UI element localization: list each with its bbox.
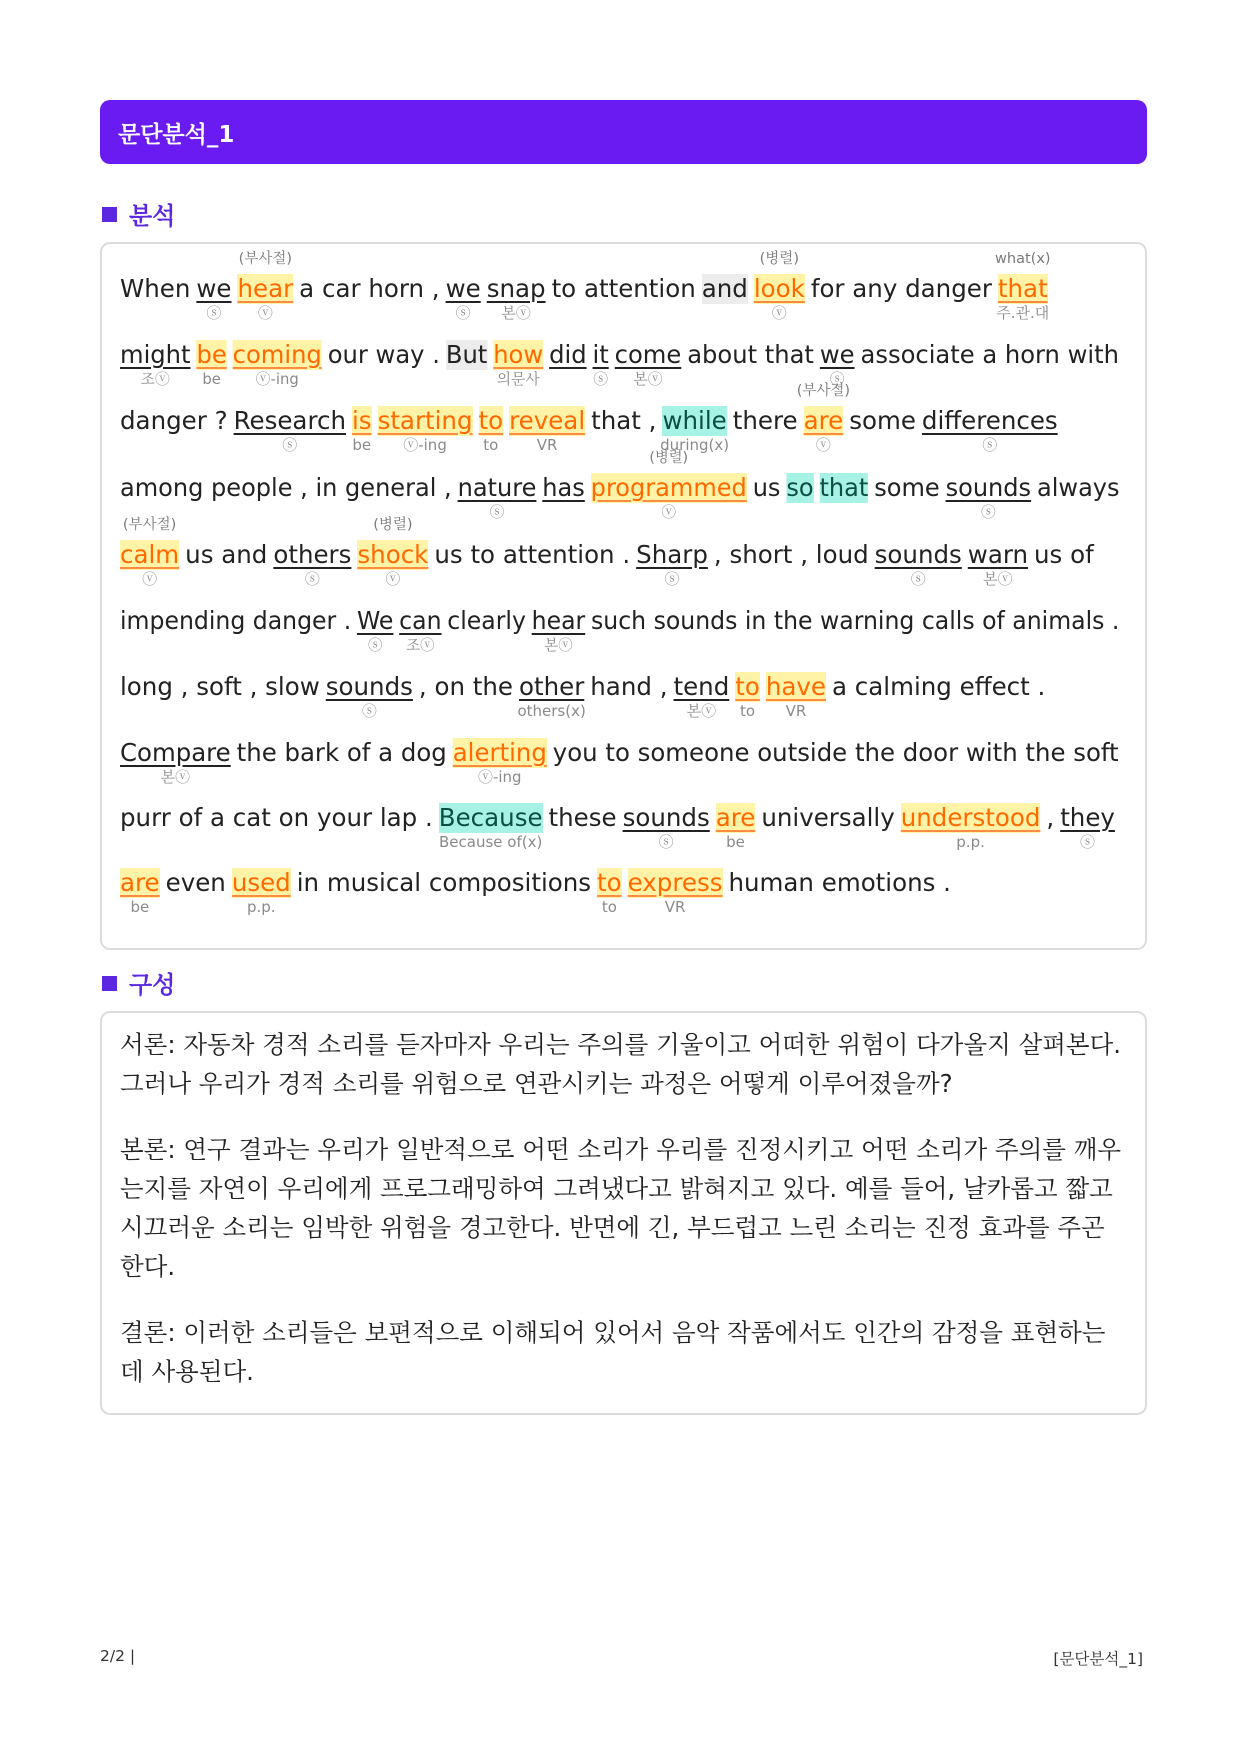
token-annotation-below: VR	[664, 898, 686, 916]
analysis-token	[325, 672, 413, 720]
analysis-token	[120, 672, 320, 702]
analysis-line	[120, 251, 1054, 338]
token-text: sounds	[622, 803, 710, 832]
token-text: they	[1060, 803, 1115, 832]
token-annotation-above: (부사절)	[238, 251, 292, 267]
analysis-token	[702, 274, 748, 304]
analysis-token	[597, 868, 622, 916]
token-text: look	[753, 274, 805, 303]
token-annotation-below: p.p.	[246, 898, 276, 916]
summary-intro: 서론: 자동차 경적 소리를 듣자마자 우리는 주의를 기울이고 어떠한 위험이 다가올지 살펴본다. 그러나 우리가 경적 소리를 위험으로 연관시키는 과정은 어떻게 이루어졌을까?	[120, 1030, 1122, 1098]
analysis-token	[945, 473, 1032, 521]
token-text: a calming effect .	[831, 672, 1046, 701]
summary-body: 본론: 연구 결과는 우리가 일반적으로 어떤 소리가 우리를 진정시키고 어떤 소리가 주의를 깨우는지를 자연이 우리에게 프로그래밍하여 그려냈다고 밝혀지고 있다. 예를 들어, 날카롭고 짧고 시끄러운 소리는 임박한 위험을 경고한다. 반면에 긴, 부드럽고 느린 소리는 진정 효과를 주곤 한다.	[120, 1135, 1122, 1281]
analysis-token	[729, 868, 951, 898]
token-annotation-below: ⓢ	[455, 304, 471, 322]
token-text: how	[493, 340, 544, 369]
token-annotation-below: 본ⓥ	[501, 304, 531, 322]
token-text: , short , loud	[713, 540, 869, 569]
page-header-bar	[100, 100, 1147, 164]
analysis-token	[967, 540, 1029, 588]
token-text: in musical compositions	[296, 868, 592, 897]
token-text: used	[231, 868, 291, 897]
token-text: we	[445, 274, 481, 303]
token-text: programmed	[590, 473, 747, 502]
token-text: are	[715, 803, 756, 832]
token-text: Because	[438, 803, 543, 832]
token-text: understood	[900, 803, 1041, 832]
analysis-token	[591, 606, 1119, 636]
summary-box	[100, 1011, 1147, 1415]
analysis-token	[796, 383, 851, 454]
analysis-token	[714, 540, 869, 570]
analysis-token	[120, 406, 228, 436]
analysis-token	[351, 406, 372, 454]
token-annotation-below: ⓥ	[815, 436, 831, 454]
analysis-section-title: 분석	[102, 196, 175, 231]
token-annotation-below: ⓢ	[658, 833, 674, 851]
analysis-token	[120, 473, 452, 503]
token-annotation-below: 본ⓥ	[983, 570, 1013, 588]
token-text: such sounds in the warning calls of animals .	[591, 606, 1120, 635]
token-text: there	[732, 406, 798, 435]
analysis-token	[552, 274, 696, 304]
analysis-token	[509, 406, 586, 454]
analysis-token	[419, 672, 513, 702]
token-text: can	[399, 606, 442, 635]
token-text: sounds	[874, 540, 962, 569]
token-text: to	[478, 406, 504, 435]
analysis-token	[120, 274, 190, 304]
token-text: ,	[1046, 803, 1055, 832]
analysis-token	[1046, 803, 1054, 833]
analysis-token	[735, 672, 760, 720]
token-text: we	[196, 274, 232, 303]
token-text: be	[196, 340, 227, 369]
analysis-line	[120, 606, 1125, 670]
analysis-token	[811, 274, 992, 304]
analysis-token	[328, 340, 440, 370]
token-annotation-below: ⓢ	[1080, 833, 1096, 851]
token-text: so	[786, 473, 814, 502]
token-annotation-below: be	[352, 436, 372, 454]
token-annotation-below: others(x)	[517, 702, 586, 720]
token-text: to	[735, 672, 760, 701]
token-annotation-below: during(x)	[660, 436, 730, 454]
analysis-token	[434, 540, 630, 570]
analysis-token	[233, 406, 346, 454]
summary-conclusion: 결론: 이러한 소리들은 보편적으로 이해되어 있어서 음악 작품에서도 인간의 감정을 표현하는 데 사용된다.	[120, 1318, 1106, 1386]
analysis-token	[1034, 540, 1094, 570]
token-annotation-below: to	[601, 898, 617, 916]
token-text: , on the	[418, 672, 513, 701]
page-title: 문단분석_1	[118, 122, 235, 148]
analysis-token	[399, 606, 442, 654]
token-text: tend	[673, 672, 730, 701]
analysis-token	[592, 340, 609, 388]
token-text: But	[445, 340, 488, 369]
token-text: these	[548, 803, 617, 832]
token-text: nature	[457, 473, 537, 502]
token-text: warn	[967, 540, 1029, 569]
analysis-token	[120, 868, 160, 916]
token-annotation-above: (병렬)	[759, 251, 799, 267]
analysis-line	[120, 383, 1064, 470]
analysis-token	[486, 274, 546, 322]
analysis-token	[452, 738, 547, 786]
token-annotation-below: ⓢ	[910, 570, 926, 588]
analysis-token	[357, 517, 429, 588]
analysis-token	[542, 473, 585, 503]
token-annotation-below: ⓥ	[771, 304, 787, 322]
analysis-token	[196, 274, 232, 322]
token-text: might	[120, 340, 191, 369]
analysis-token	[196, 340, 227, 388]
token-text: hear	[531, 606, 586, 635]
token-text: that	[997, 274, 1048, 303]
analysis-token	[493, 340, 544, 388]
token-text: alerting	[452, 738, 547, 767]
token-text: Sharp	[636, 540, 708, 569]
token-text: calm	[120, 540, 180, 569]
token-annotation-below: 본ⓥ	[633, 370, 663, 388]
token-text: always	[1036, 473, 1120, 502]
analysis-box	[100, 242, 1147, 950]
token-text: sounds	[325, 672, 413, 701]
analysis-token	[120, 738, 231, 786]
token-text: it	[592, 340, 609, 369]
token-annotation-below: ⓥ	[385, 570, 401, 588]
analysis-line	[120, 738, 1125, 802]
token-text: others	[273, 540, 352, 569]
analysis-token	[995, 251, 1051, 322]
token-text: are	[803, 406, 844, 435]
token-annotation-below: ⓢ	[361, 702, 377, 720]
token-text: our way .	[327, 340, 440, 369]
token-text: danger ?	[120, 406, 228, 435]
token-annotation-below: ⓢ	[980, 503, 996, 521]
analysis-token	[753, 251, 805, 322]
token-text: did	[549, 340, 587, 369]
token-text: clearly	[447, 606, 526, 635]
token-annotation-below: be	[130, 898, 150, 916]
analysis-token	[478, 406, 504, 454]
token-text: We	[356, 606, 394, 635]
token-text: for any danger	[810, 274, 992, 303]
analysis-token	[166, 868, 226, 898]
token-text: hear	[237, 274, 294, 303]
analysis-token	[446, 340, 487, 370]
analysis-token	[549, 803, 617, 833]
analysis-token	[861, 340, 1119, 370]
token-text: other	[519, 672, 585, 701]
token-annotation-below: be	[202, 370, 221, 388]
token-annotation-below: ⓢ	[982, 436, 998, 454]
analysis-token	[761, 803, 894, 833]
analysis-token	[231, 868, 291, 916]
analysis-token	[120, 803, 433, 833]
token-text: you to someone outside the door with the soft	[552, 738, 1119, 767]
token-text: and	[701, 274, 748, 303]
square-bullet-icon	[102, 207, 117, 222]
token-text: us and	[185, 540, 268, 569]
analysis-token	[591, 406, 656, 436]
token-text: us	[752, 473, 781, 502]
analysis-token	[1037, 473, 1120, 503]
token-text: has	[542, 473, 585, 502]
token-text: coming	[232, 340, 322, 369]
analysis-token	[786, 473, 813, 503]
token-annotation-below: ⓢ	[282, 436, 298, 454]
analysis-token	[377, 406, 473, 454]
token-annotation-above: (부사절)	[122, 517, 177, 533]
token-annotation-above: (병렬)	[373, 517, 413, 533]
analysis-line	[120, 517, 1100, 604]
token-text: impending danger .	[120, 606, 352, 635]
token-text: reveal	[509, 406, 586, 435]
analysis-line	[120, 450, 1125, 537]
analysis-token	[237, 738, 447, 768]
structure-section-title: 구성	[102, 965, 175, 1000]
analysis-token	[299, 274, 439, 304]
footer-page-number: 2/2 |	[100, 1647, 136, 1665]
token-annotation-below: ⓢ	[367, 636, 383, 654]
token-annotation-below: to	[740, 702, 756, 720]
token-annotation-below: be	[726, 833, 745, 851]
token-annotation-below: VR	[785, 702, 807, 720]
square-bullet-icon	[102, 976, 117, 991]
token-annotation-above: (부사절)	[796, 383, 851, 399]
analysis-token	[232, 340, 322, 388]
token-text: to attention	[551, 274, 696, 303]
token-text: universally	[761, 803, 895, 832]
analysis-token	[627, 868, 723, 916]
token-text: Research	[233, 406, 346, 435]
analysis-token	[445, 274, 481, 322]
analysis-token	[765, 672, 826, 720]
token-text: some	[874, 473, 940, 502]
token-text: is	[351, 406, 372, 435]
token-text: are	[120, 868, 160, 897]
token-annotation-below: 본ⓥ	[544, 636, 573, 654]
analysis-token	[622, 803, 710, 851]
token-text: we	[819, 340, 855, 369]
token-annotation-below: ⓢ	[593, 370, 609, 388]
token-text: When	[120, 274, 191, 303]
analysis-token	[185, 540, 267, 570]
analysis-token	[457, 473, 537, 521]
analysis-line	[120, 803, 1121, 867]
token-text: express	[627, 868, 723, 897]
analysis-line	[120, 672, 1051, 736]
token-annotation-below: ⓢ	[304, 570, 320, 588]
analysis-token	[673, 672, 730, 720]
token-annotation-above: what(x)	[995, 251, 1051, 267]
token-annotation-below: ⓢ	[664, 570, 680, 588]
analysis-token	[120, 606, 351, 636]
token-text: some	[849, 406, 916, 435]
token-annotation-below: ⓥ-ing	[478, 768, 522, 786]
token-annotation-below: ⓥ-ing	[403, 436, 447, 454]
analysis-token	[517, 672, 586, 720]
token-text: have	[765, 672, 826, 701]
token-text: among people , in general ,	[120, 473, 452, 502]
token-annotation-below: VR	[536, 436, 558, 454]
token-text: starting	[377, 406, 473, 435]
token-annotation-below: Because of(x)	[438, 833, 543, 851]
analysis-token	[874, 473, 939, 503]
token-text: Compare	[120, 738, 231, 767]
analysis-token	[120, 340, 191, 388]
analysis-token	[849, 406, 916, 436]
analysis-token	[687, 340, 814, 370]
analysis-token	[447, 606, 526, 636]
token-text: us to attention .	[434, 540, 631, 569]
token-annotation-below: ⓢ	[489, 503, 505, 521]
analysis-token	[553, 738, 1119, 768]
token-text: purr of a cat on your lap .	[120, 803, 433, 832]
token-text: associate a horn with	[860, 340, 1119, 369]
footer-label: [문단분석_1]	[1053, 1650, 1143, 1668]
token-annotation-above: (병렬)	[649, 450, 689, 466]
token-annotation-below: 조ⓥ	[140, 370, 170, 388]
analysis-token	[531, 606, 586, 654]
analysis-line	[120, 340, 1125, 404]
analysis-token	[356, 606, 394, 654]
token-text: about that	[687, 340, 814, 369]
token-text: us of	[1034, 540, 1094, 569]
analysis-token	[590, 450, 747, 521]
analysis-token	[874, 540, 962, 588]
analysis-token	[921, 406, 1058, 454]
analysis-token	[660, 406, 730, 454]
token-text: come	[614, 340, 682, 369]
analysis-token	[753, 473, 781, 503]
analysis-token	[614, 340, 682, 388]
token-text: snap	[486, 274, 546, 303]
token-text: while	[662, 406, 727, 435]
token-annotation-below: p.p.	[956, 833, 985, 851]
token-text: human emotions .	[728, 868, 951, 897]
token-annotation-below: 주.관.대	[996, 304, 1050, 322]
token-text: a car horn ,	[299, 274, 440, 303]
analysis-token	[590, 672, 667, 702]
token-text: shock	[357, 540, 429, 569]
token-text: the bark of a dog	[236, 738, 447, 767]
token-annotation-below: ⓢ	[206, 304, 222, 322]
token-text: even	[165, 868, 226, 897]
analysis-token	[900, 803, 1041, 851]
token-annotation-below: ⓥ-ing	[255, 370, 299, 388]
token-text: that ,	[591, 406, 657, 435]
token-annotation-below: 조ⓥ	[406, 636, 435, 654]
analysis-token	[297, 868, 591, 898]
token-text: long , soft , slow	[120, 672, 320, 701]
token-annotation-below: 의문사	[496, 370, 540, 388]
token-annotation-below: 본ⓥ	[160, 768, 191, 786]
analysis-token	[438, 803, 543, 851]
analysis-token	[120, 517, 180, 588]
token-annotation-below: ⓥ	[257, 304, 273, 322]
analysis-token	[549, 340, 586, 370]
token-annotation-below: 본ⓥ	[686, 702, 717, 720]
analysis-token	[237, 251, 294, 322]
analysis-token	[819, 340, 855, 388]
token-text: to	[597, 868, 622, 897]
analysis-token	[819, 473, 868, 503]
analysis-line	[120, 868, 957, 932]
analysis-token	[715, 803, 756, 851]
analysis-token	[273, 540, 352, 588]
token-text: sounds	[945, 473, 1032, 502]
analysis-token	[832, 672, 1045, 702]
analysis-token	[1060, 803, 1115, 851]
token-annotation-below: ⓥ	[661, 503, 677, 521]
token-text: hand ,	[590, 672, 668, 701]
token-annotation-below: ⓢ	[829, 370, 845, 388]
token-annotation-below: ⓥ	[142, 570, 158, 588]
analysis-token	[733, 406, 798, 436]
analysis-token	[636, 540, 708, 588]
token-annotation-below: to	[483, 436, 499, 454]
token-text: differences	[921, 406, 1058, 435]
token-text: that	[819, 473, 869, 502]
